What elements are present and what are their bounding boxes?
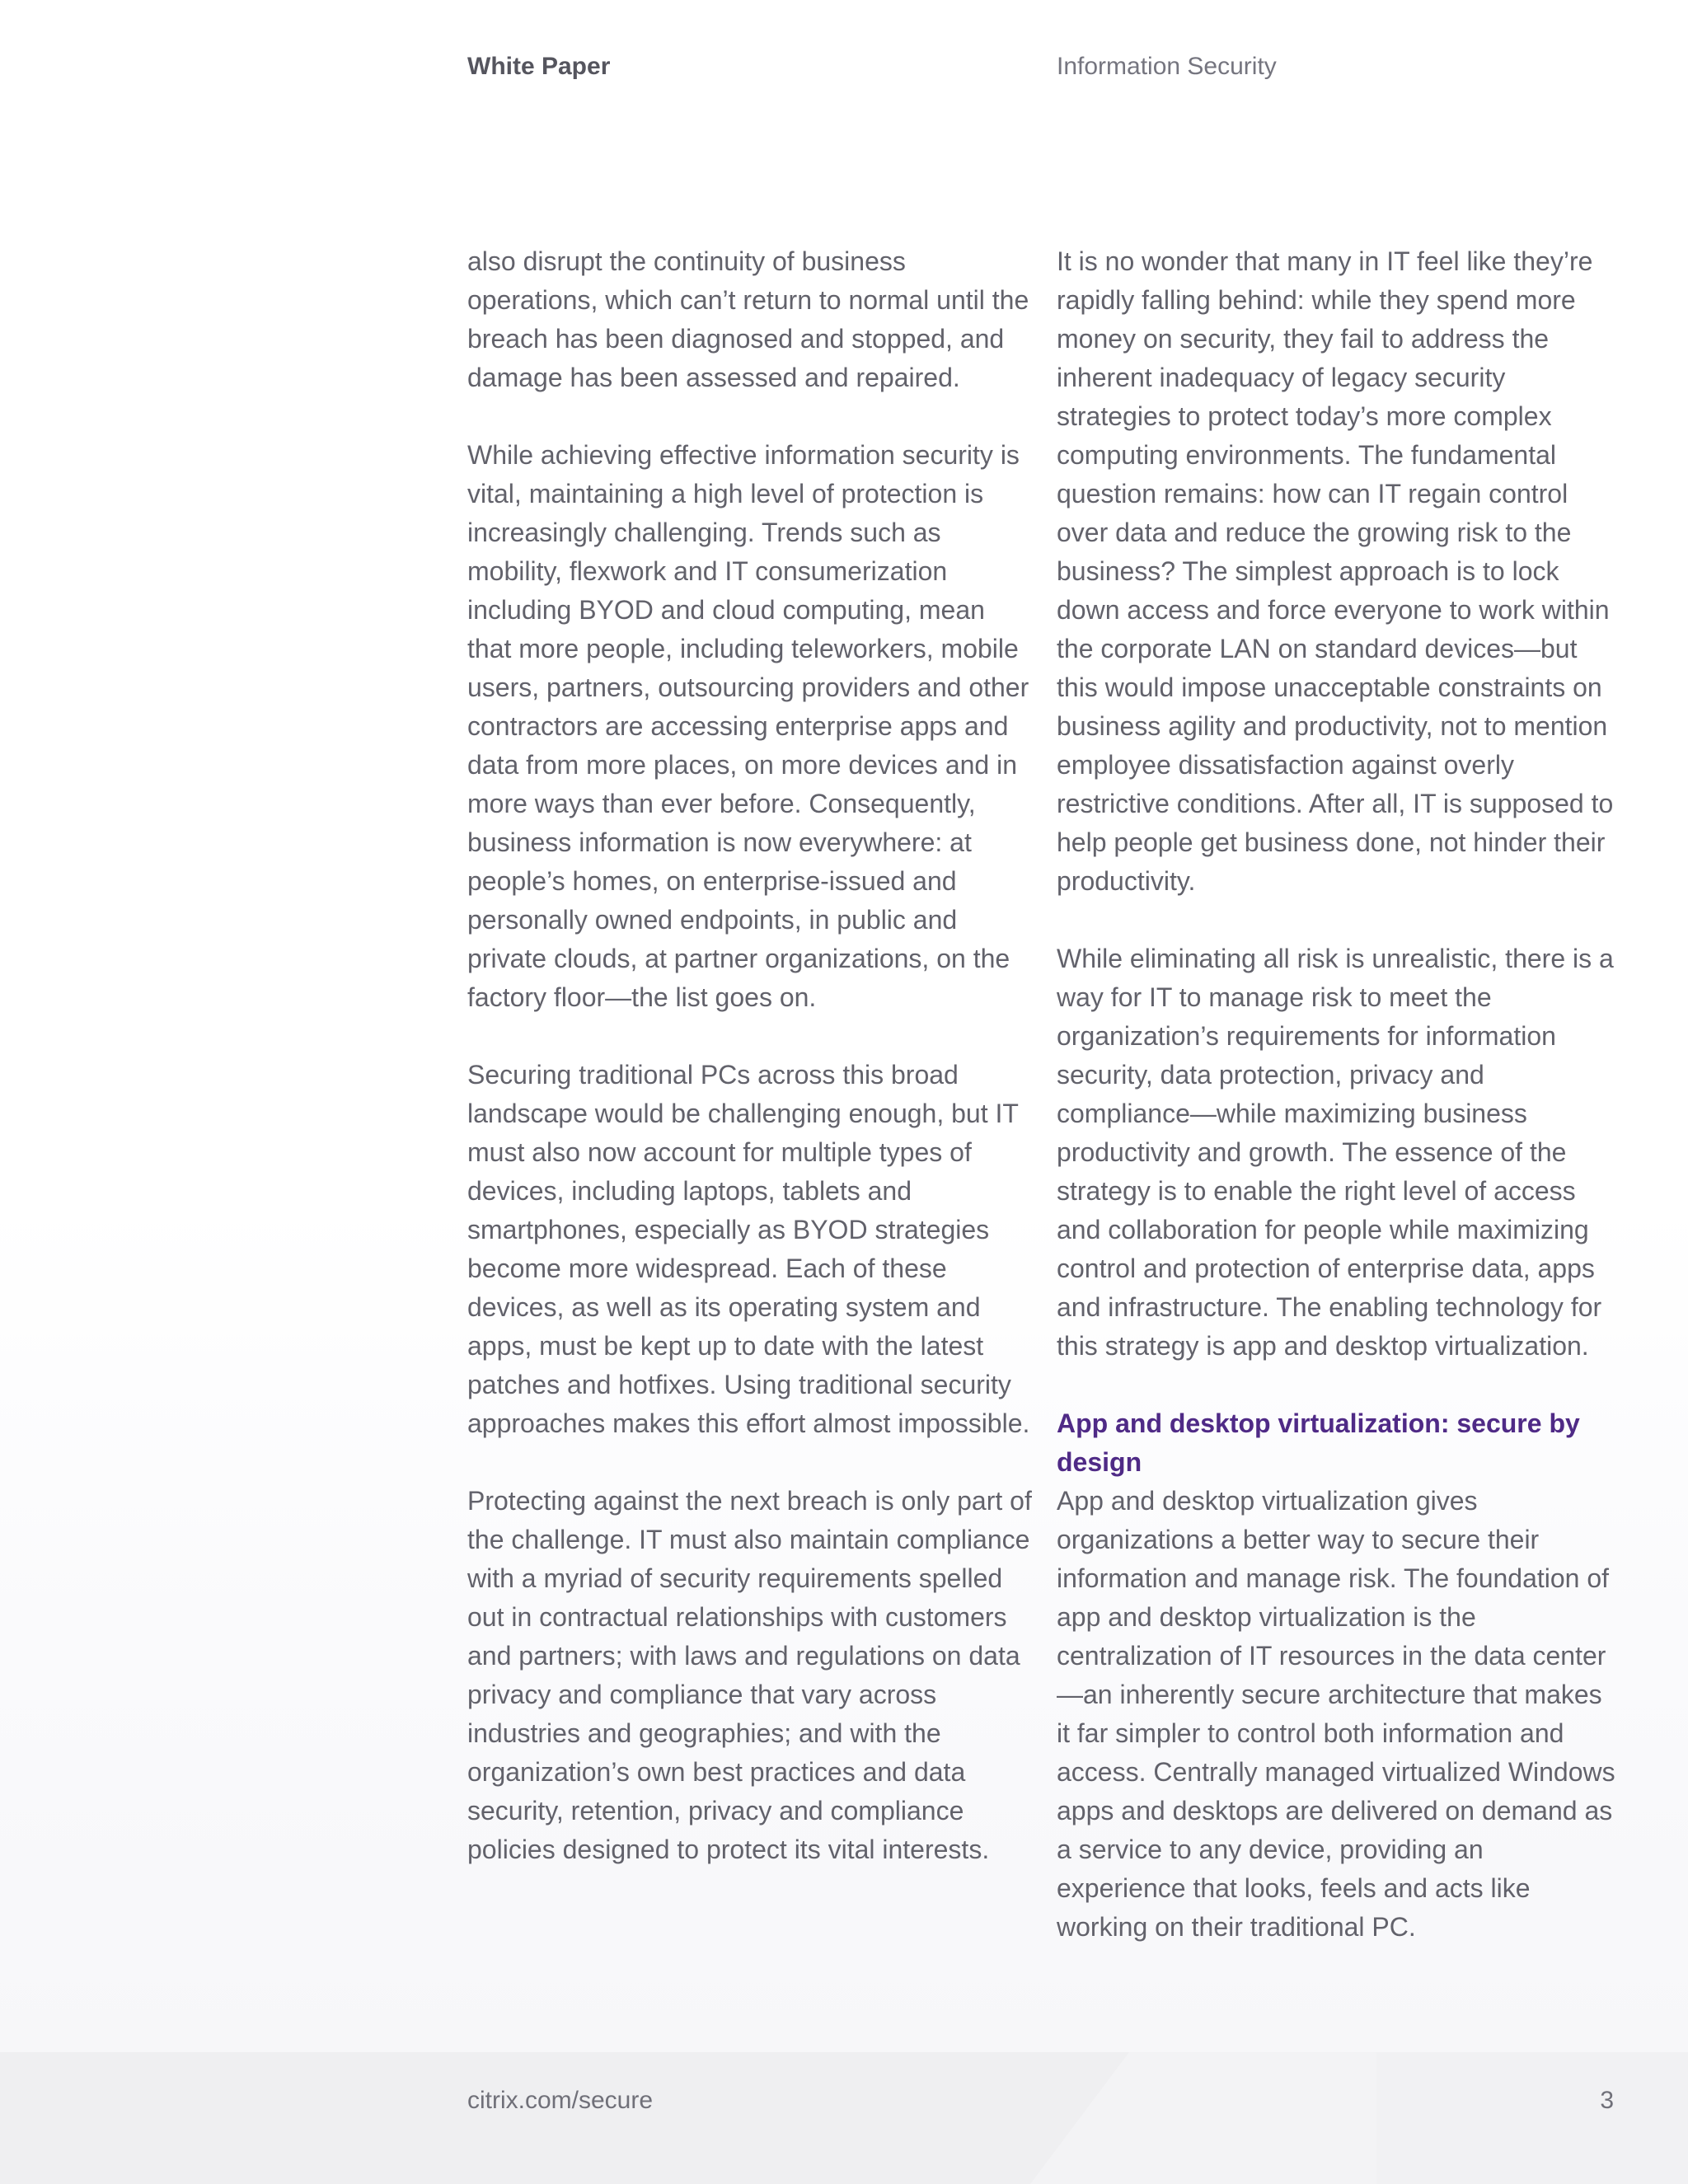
left-column [467,242,1036,1869]
section-subheading: App and desktop virtualization: secure by design [1057,1408,1580,1477]
paragraph: While eliminating all risk is unrealistic, there is a way for IT to manage risk to meet the organization’s requirements for information security, data protection, privacy and compliance—while maximizing business productivity and growth. The essence of the strategy is to enable the right level of access and collaboration for people while maximizing control and protection of enterprise data, apps and infrastructure. The enabling technology for this strategy is app and desktop virtualization. [1057,944,1614,1361]
footer-url-link[interactable]: citrix.com/secure [467,2087,654,2114]
paragraph: Protecting against the next breach is only part of the challenge. IT must also maintain compliance with a myriad of security requirements spelled out in contractual relationships with customers and partners; with laws and regulations on data privacy and compliance that vary across industries and geographies; and with the organization’s own best practices and data security, retention, privacy and compliance policies designed to protect its vital interests. [467,1486,1032,1864]
footer-band [0,2052,1688,2184]
paragraph: App and desktop virtualization gives organizations a better way to secure their information and manage risk. The foundation of app and desktop virtualization is the centralization of IT resources in the data center—an inherently secure architecture that makes it far simpler to control both information and access. Centrally managed virtualized Windows apps and desktops are delivered on demand as a service to any device, providing an experience that looks, feels and acts like working on their traditional PC. [1057,1486,1615,1942]
paragraph: Securing traditional PCs across this broad landscape would be challenging enough, but IT must also now account for multiple types of devices, including laptops, tablets and smartphones, especially as BYOD strategies become more widespread. Each of these devices, as well as its operating system and apps, must be kept up to date with the latest patches and hotfixes. Using traditional security approaches makes this effort almost impossible. [467,1060,1030,1438]
footer-decoration [1030,2052,1129,2184]
paragraph: While achieving effective information security is vital, maintaining a high level of protection is increasingly challenging. Trends such as mobility, flexwork and IT consumerization including BYOD and cloud computing, mean that more people, including teleworkers, mobile users, partners, outsourcing providers and other contractors are accessing enterprise apps and data from more places, on more devices and in more ways than ever before. Consequently, business information is now everywhere: at people’s homes, on enterprise-issued and personally owned endpoints, in public and private clouds, at partner organizations, on the factory floor—the list goes on. [467,440,1029,1012]
paragraph: also disrupt the continuity of business operations, which can’t return to normal until the breach has been diagnosed and stopped, and damage has been assessed and repaired. [467,246,1029,392]
section-label: Information Security [1057,53,1277,80]
doc-type-label: White Paper [467,53,611,80]
paragraph: It is no wonder that many in IT feel like they’re rapidly falling behind: while they spend more money on security, they fail to address the inherent inadequacy of legacy security strategies to protect today’s more complex computing environments. The fundamental question remains: how can IT regain control over data and reduce the growing risk to the business? The simplest approach is to lock down access and force everyone to work within the corporate LAN on standard devices—but this would impose unacceptable constraints on business agility and productivity, not to mention employee dissatisfaction against overly restrictive conditions. After all, IT is supposed to help people get business done, not hinder their productivity. [1057,246,1614,896]
page-number: 3 [1600,2087,1614,2114]
footer-decoration [1376,2052,1688,2184]
footer-decoration [1129,2052,1376,2184]
right-column [1057,242,1617,1947]
